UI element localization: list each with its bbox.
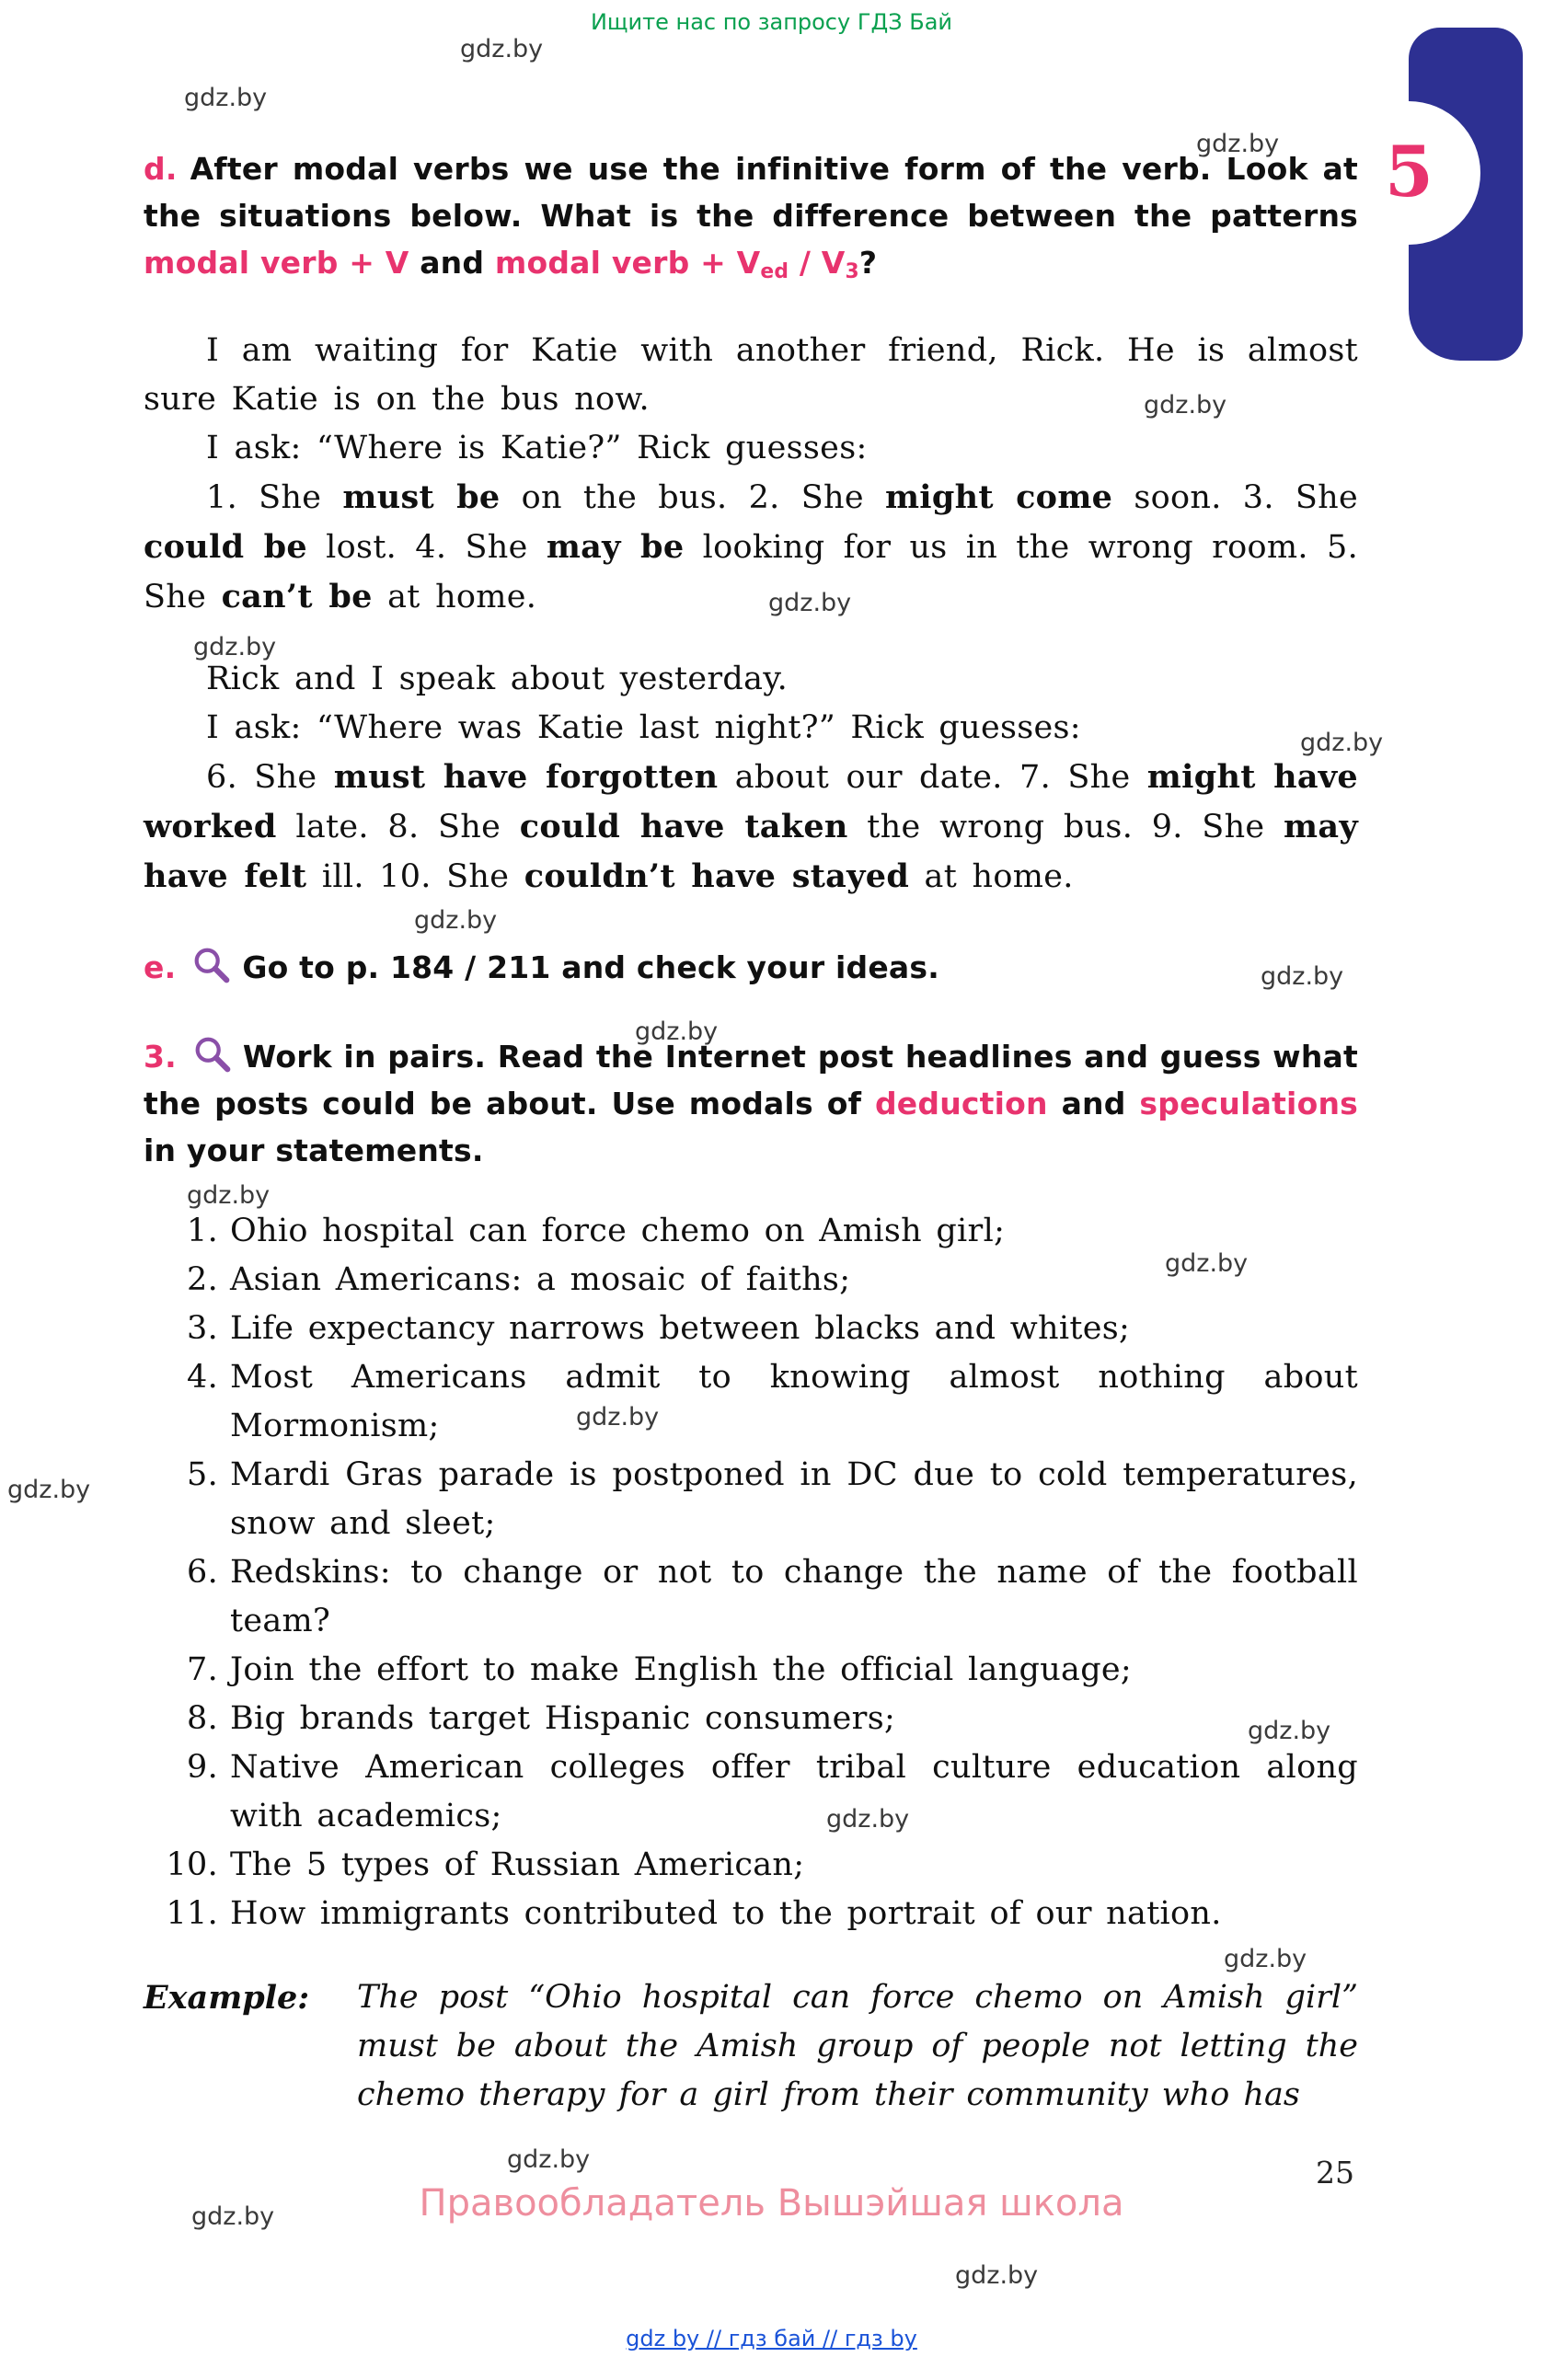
headline-item [144, 1695, 1358, 1743]
footer-links[interactable]: gdz by // гдз бай // гдз by [626, 2326, 917, 2351]
headline-item [144, 1548, 1358, 1646]
headline-text: How immigrants contributed to the portrait of our nation. [230, 1895, 1222, 1933]
headline-text: Ohio hospital can force chemo on Amish girl; [230, 1213, 1006, 1250]
paragraph-ask-past: I ask: “Where was Katie last night?” Rick guesses: [206, 709, 1081, 747]
watermark: gdz.by [1248, 1717, 1331, 1745]
task-3-text: Work in pairs. Read the Internet post headlines and guess what the posts could be about. Use modals of deduction and speculations in your statements. [144, 1039, 1358, 1169]
paragraph-guesses-past: 6. She must have forgotten about our date. 7. She might have worked late. 8. She could have taken the wrong bus. 9. She may have felt ill. 10. She couldn’t have stayed at home. [144, 758, 1359, 896]
headline-number: 4. [187, 1359, 218, 1397]
publisher-credit: Правообладатель Вышэйшая школа [419, 2182, 1124, 2225]
watermark: gdz.by [955, 2261, 1039, 2290]
headline-number: 1. [187, 1213, 218, 1250]
headline-number: 11. [166, 1895, 218, 1933]
headline-text: Asian Americans: a mosaic of faiths; [230, 1261, 851, 1299]
task-3-heading [144, 1033, 1358, 1174]
headline-list [144, 1207, 1358, 1938]
watermark: gdz.by [191, 2202, 275, 2231]
watermark: gdz.by [7, 1476, 91, 1504]
headline-number: 5. [187, 1456, 218, 1494]
headline-text: Redskins: to change or not to change the name of the football team? [230, 1554, 1358, 1640]
headline-item [144, 1890, 1358, 1938]
headline-item [144, 1451, 1358, 1548]
headline-text: Join the effort to make English the official language; [230, 1651, 1133, 1689]
headline-number: 8. [187, 1700, 218, 1738]
watermark: gdz.by [826, 1805, 910, 1834]
watermark: gdz.by [768, 589, 852, 617]
headline-text: Big brands target Hispanic consumers; [230, 1700, 896, 1738]
headline-text: Most Americans admit to knowing almost nothing about Mormonism; [230, 1359, 1358, 1445]
headline-number: 6. [187, 1554, 218, 1592]
watermark: gdz.by [1261, 962, 1344, 991]
watermark: gdz.by [1300, 729, 1384, 757]
watermark: gdz.by [507, 2145, 591, 2174]
task-3-label: 3. [144, 1039, 177, 1075]
paragraph-yesterday: Rick and I speak about yesterday. [206, 661, 789, 698]
example-text: The post “Ohio hospital can force chemo on Amish girl” must be about the Amish group of people not letting the chemo therapy for a girl from their community who has [357, 1979, 1358, 2114]
headline-number: 2. [187, 1261, 218, 1299]
magnifier-icon [191, 1033, 234, 1075]
headline-text: Mardi Gras parade is postponed in DC due to cold temperatures, snow and sleet; [230, 1456, 1358, 1543]
paragraph-intro: I am waiting for Katie with another friend, Rick. He is almost sure Katie is on the bus now. [144, 332, 1358, 419]
headline-number: 7. [187, 1651, 218, 1689]
task-e-text: Go to p. 184 / 211 and check your ideas. [242, 949, 939, 986]
example-block [144, 1973, 1358, 2120]
headline-item [144, 1353, 1358, 1451]
headline-item [144, 1256, 1358, 1305]
watermark: gdz.by [187, 1181, 271, 1210]
headline-item [144, 1743, 1358, 1841]
paragraph-ask-present: I ask: “Where is Katie?” Rick guesses: [206, 430, 868, 467]
watermark: gdz.by [460, 35, 544, 63]
task-d-text: After modal verbs we use the infinitive form of the verb. Look at the situations below. What is the difference between the patterns modal verb + V and modal verb + $V_{ed} / V_3$? [144, 151, 1358, 284]
headline-number: 10. [166, 1846, 218, 1884]
headline-text: Life expectancy narrows between blacks and whites; [230, 1310, 1131, 1348]
watermark: gdz.by [1144, 391, 1227, 420]
headline-text: Native American colleges offer tribal culture education along with academics; [230, 1749, 1358, 1835]
task-d-label: d. [144, 151, 178, 187]
watermark: gdz.by [576, 1403, 660, 1431]
watermark: gdz.by [1165, 1249, 1249, 1278]
task-e-heading [144, 944, 1358, 991]
page-content [144, 145, 1358, 2120]
magnifier-icon [190, 944, 233, 986]
unit-number: 5 [1385, 131, 1434, 213]
unit-tab [1385, 28, 1523, 361]
task-e-label: e. [144, 949, 177, 986]
example-label: Example: [144, 1979, 310, 2018]
task-d-heading [144, 145, 1358, 295]
watermark: gdz.by [1196, 130, 1280, 158]
watermark: gdz.by [635, 1018, 719, 1046]
headline-item [144, 1207, 1358, 1256]
headline-text: The 5 types of Russian American; [230, 1846, 805, 1884]
watermark: gdz.by [414, 906, 498, 935]
page-number: 25 [1316, 2155, 1354, 2190]
paragraph-guesses-present: 1. She must be on the bus. 2. She might come soon. 3. She could be lost. 4. She may be looking for us in the wrong room. 5. She can’t be at home. [144, 478, 1359, 616]
headline-item [144, 1646, 1358, 1695]
top-banner-text: Ищите нас по запросу ГДЗ Бай [590, 9, 953, 35]
watermark: gdz.by [1224, 1945, 1307, 1973]
headline-number: 9. [187, 1749, 218, 1787]
watermark: gdz.by [193, 633, 277, 661]
headline-item [144, 1305, 1358, 1353]
headline-number: 3. [187, 1310, 218, 1348]
headline-item [144, 1841, 1358, 1890]
watermark: gdz.by [184, 84, 268, 112]
